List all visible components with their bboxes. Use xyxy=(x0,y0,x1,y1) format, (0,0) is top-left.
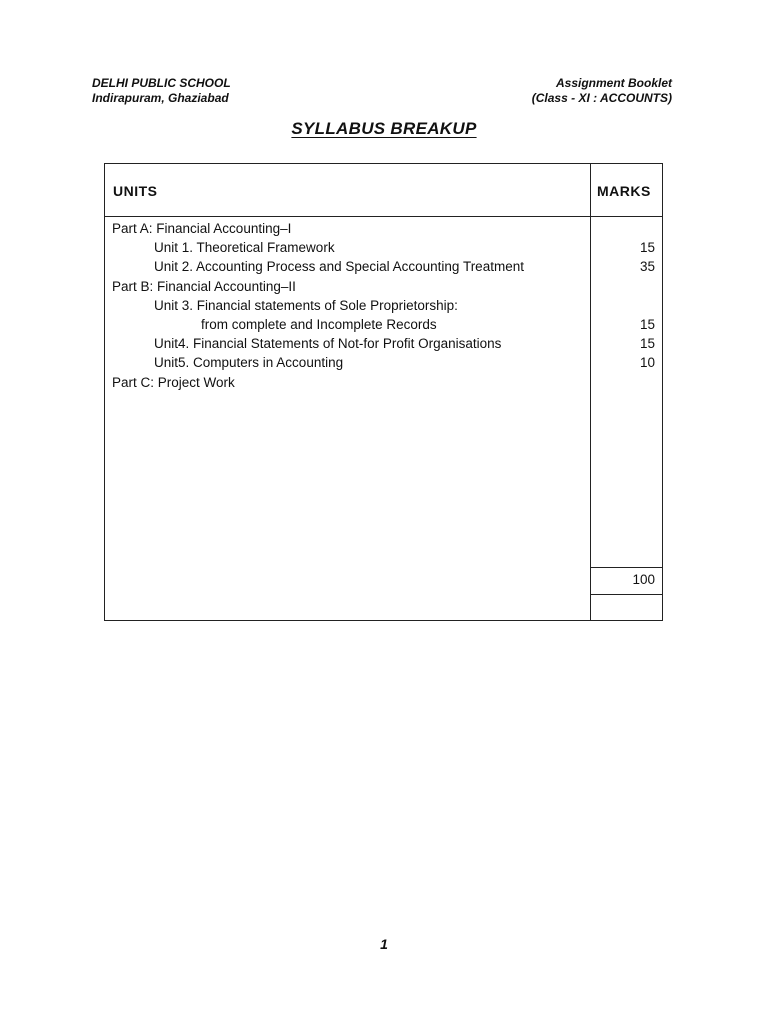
marks-cell-part-b xyxy=(591,277,655,296)
table-row-unit-3: Unit 3. Financial statements of Sole Proprietorship: xyxy=(154,297,458,313)
table-row-unit-4: Unit4. Financial Statements of Not-for Profit Organisations xyxy=(154,336,502,352)
marks-list xyxy=(591,219,655,392)
table-row-unit-5: Unit5. Computers in Accounting xyxy=(154,355,344,371)
syllabus-table xyxy=(104,163,663,621)
marks-cell-unit-4: 15 xyxy=(639,336,655,352)
marks-cell-part-a xyxy=(591,219,655,238)
header-row-divider xyxy=(105,216,662,217)
marks-cell-part-c xyxy=(591,373,655,392)
booklet-title: Assignment Booklet xyxy=(555,76,672,90)
table-row-unit-3-cont: from complete and Incomplete Records xyxy=(201,317,437,333)
units-list xyxy=(112,219,582,392)
header-booklet xyxy=(532,76,672,106)
marks-cell-unit-3 xyxy=(591,296,655,315)
table-row-part-b: Part B: Financial Accounting–II xyxy=(112,278,296,294)
table-row-unit-2: Unit 2. Accounting Process and Special Accounting Treatment xyxy=(154,259,524,275)
page-number: 1 xyxy=(380,936,388,952)
marks-cell-unit-2: 35 xyxy=(639,259,655,275)
table-row-unit-1: Unit 1. Theoretical Framework xyxy=(154,240,335,256)
school-name: DELHI PUBLIC SCHOOL xyxy=(92,76,231,90)
marks-column-header: MARKS xyxy=(597,183,651,199)
table-row-part-c: Part C: Project Work xyxy=(112,374,235,390)
header-school xyxy=(92,76,231,106)
marks-cell-unit-3-cont: 15 xyxy=(639,316,655,332)
total-marks-value: 100 xyxy=(632,572,655,587)
school-location: Indirapuram, Ghaziabad xyxy=(92,91,229,105)
total-marks-cell xyxy=(590,567,662,595)
table-row-part-a: Part A: Financial Accounting–I xyxy=(112,221,292,236)
marks-cell-unit-5: 10 xyxy=(639,355,655,371)
page-title-text: SYLLABUS BREAKUP xyxy=(291,119,477,138)
units-column-header: UNITS xyxy=(113,183,158,199)
class-info: (Class - XI : ACCOUNTS) xyxy=(531,91,672,105)
page-title xyxy=(0,119,768,139)
marks-cell-unit-1: 15 xyxy=(639,240,655,256)
